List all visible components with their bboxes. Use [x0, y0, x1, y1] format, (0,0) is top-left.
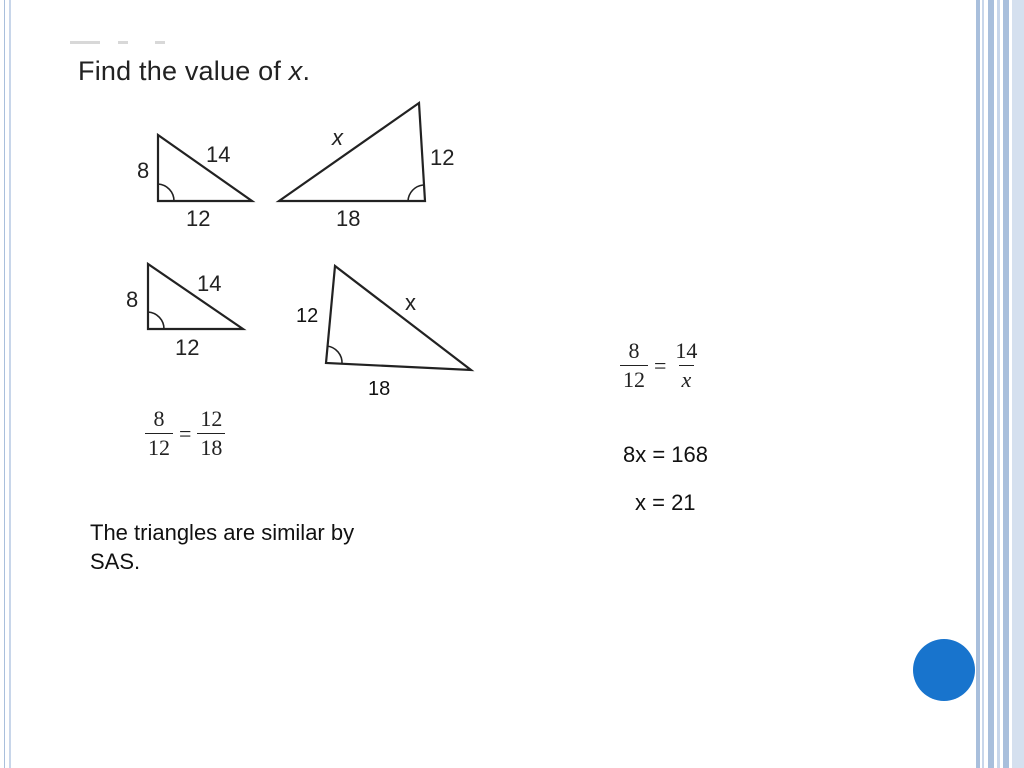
top-large-side-right-label: 12: [430, 145, 455, 170]
top-large-base-label: 18: [336, 206, 361, 231]
ratio-right-numerator-2: 14: [675, 338, 698, 363]
bottom-small-angle-arc: [148, 312, 164, 329]
bottom-large-side-left-label: 12: [296, 305, 319, 327]
scan-artifact: [70, 40, 170, 46]
ratio-right-equation: [620, 340, 700, 391]
top-small-base-label: 12: [186, 206, 211, 231]
bottom-small-hypotenuse-label: 14: [197, 271, 222, 296]
conclusion-line-2: SAS.: [90, 549, 141, 574]
ratio-left-numerator-1: 8: [153, 406, 165, 431]
title-suffix: .: [302, 56, 311, 86]
bottom-small-triangle: [148, 264, 243, 329]
top-small-side-left-label: 8: [137, 158, 150, 183]
ratio-left-denominator-1: 12: [145, 433, 173, 459]
ratio-right-equals: =: [654, 352, 667, 378]
title-prefix: Find the value of: [78, 56, 289, 86]
top-large-triangle: [279, 103, 425, 201]
bottom-small-base-label: 12: [175, 335, 200, 360]
bottom-large-angle-arc: [327, 346, 342, 364]
ratio-left-denominator-2: 18: [197, 433, 225, 459]
ratio-left-fraction-1: [145, 408, 173, 459]
bottom-small-side-left-label: 8: [126, 287, 139, 312]
conclusion-line-1: The triangles are similar by: [90, 520, 355, 545]
bottom-large-triangle: [326, 266, 471, 370]
slide-nav-circle-button[interactable]: [913, 639, 975, 701]
ratio-left-fraction-2: [197, 408, 225, 459]
top-small-triangle: [158, 135, 252, 201]
left-border-line-inner: [9, 0, 11, 768]
ratio-right-numerator-1: 8: [628, 338, 640, 363]
bottom-large-base-label: 18: [368, 378, 391, 400]
page-title: [78, 56, 310, 87]
solution-step-1: 8x = 168: [623, 442, 709, 467]
title-variable: x: [288, 56, 303, 86]
ratio-right-fraction-2: [672, 340, 700, 391]
right-border-frame: [976, 0, 1024, 768]
ratio-right-fraction-1: [620, 340, 648, 391]
solution-step-2: x = 21: [635, 490, 696, 515]
ratio-right-denominator-2: x: [679, 365, 695, 391]
ratio-left-equation: [145, 408, 225, 459]
ratio-left-equals: =: [179, 420, 192, 446]
ratio-right-denominator-1: 12: [620, 365, 648, 391]
left-border-line: [4, 0, 5, 768]
top-small-angle-arc: [158, 184, 174, 201]
top-large-angle-arc: [408, 185, 423, 201]
top-large-hypotenuse-label: x: [332, 125, 343, 150]
conclusion-text: [90, 518, 354, 576]
ratio-left-numerator-2: 12: [200, 406, 223, 431]
top-small-hypotenuse-label: 14: [206, 142, 231, 167]
bottom-large-hypotenuse-label: x: [405, 290, 416, 315]
